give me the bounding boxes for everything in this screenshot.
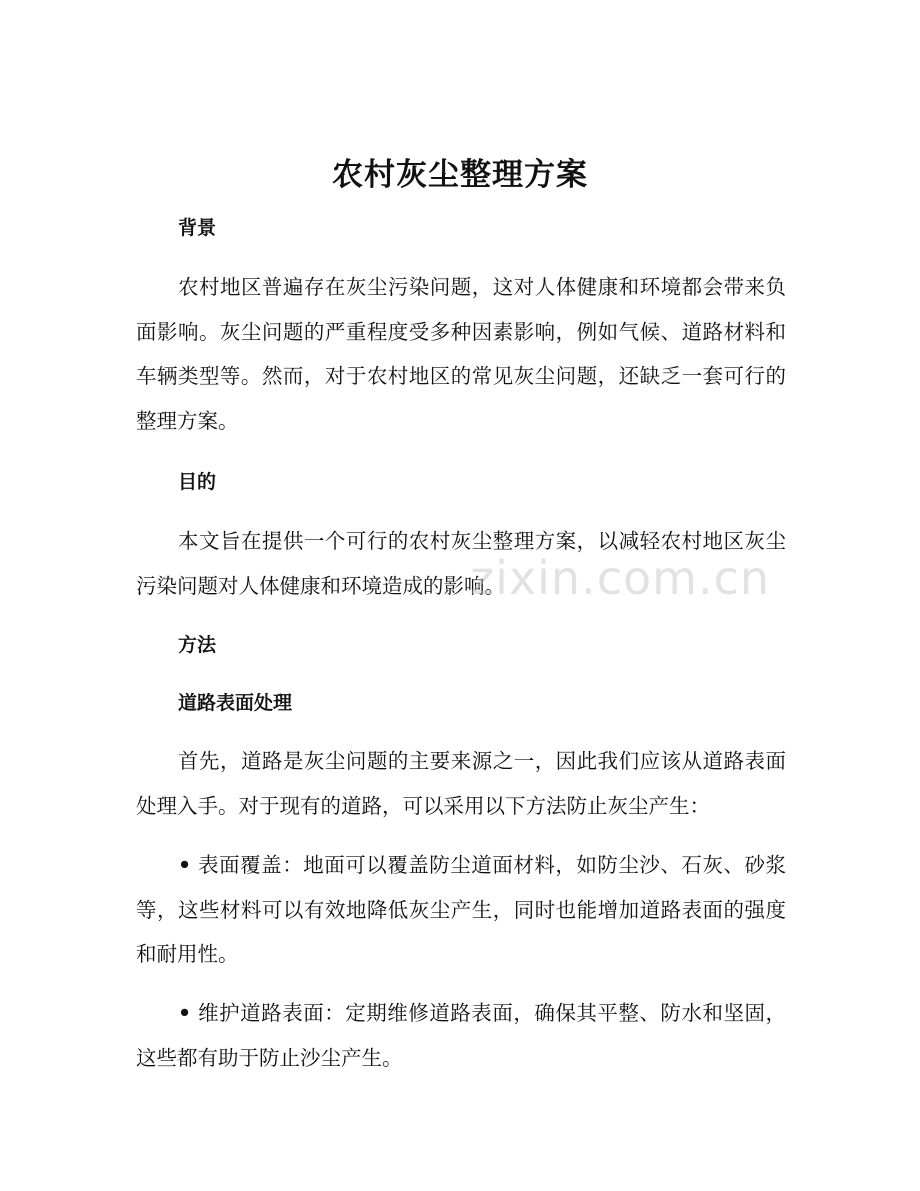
section-heading-road-surface: 道路表面处理 [178, 692, 293, 714]
watermark: zixin.com.cn [470, 551, 771, 605]
bullet-text: 表面覆盖：地面可以覆盖防尘道面材料，如防尘沙、石灰、砂浆等，这些材料可以有效地降低灰尘产生，同时也能增加道路表面的强度和耐用性。 [136, 853, 786, 966]
section-heading-background: 背景 [178, 217, 217, 239]
bullet-text: 维护道路表面：定期维修道路表面，确保其平整、防水和坚固，这些都有助于防止沙尘产生。 [136, 1001, 786, 1070]
bullet-mark: • [178, 1001, 192, 1025]
bullet-mark: • [178, 853, 192, 877]
section-heading-purpose: 目的 [178, 471, 217, 493]
bullet-item-maintain-road [136, 991, 786, 1080]
section-heading-method: 方法 [178, 634, 217, 656]
paragraph-purpose: 本文旨在提供一个可行的农村灰尘整理方案，以减轻农村地区灰尘污染问题对人体健康和环境造成的影响。 [136, 529, 786, 598]
paragraph-road-surface: 首先，道路是灰尘问题的主要来源之一，因此我们应该从道路表面处理入手。对于现有的道路，可以采用以下方法防止灰尘产生： [136, 749, 786, 818]
paragraph-background: 农村地区普遍存在灰尘污染问题，这对人体健康和环境都会带来负面影响。灰尘问题的严重程度受多种因素影响，例如气候、道路材料和车辆类型等。然而，对于农村地区的常见灰尘问题，还缺乏一套可行的整理方案。 [136, 275, 786, 433]
document-title: 农村灰尘整理方案 [332, 157, 588, 193]
bullet-item-surface-cover [136, 843, 786, 977]
